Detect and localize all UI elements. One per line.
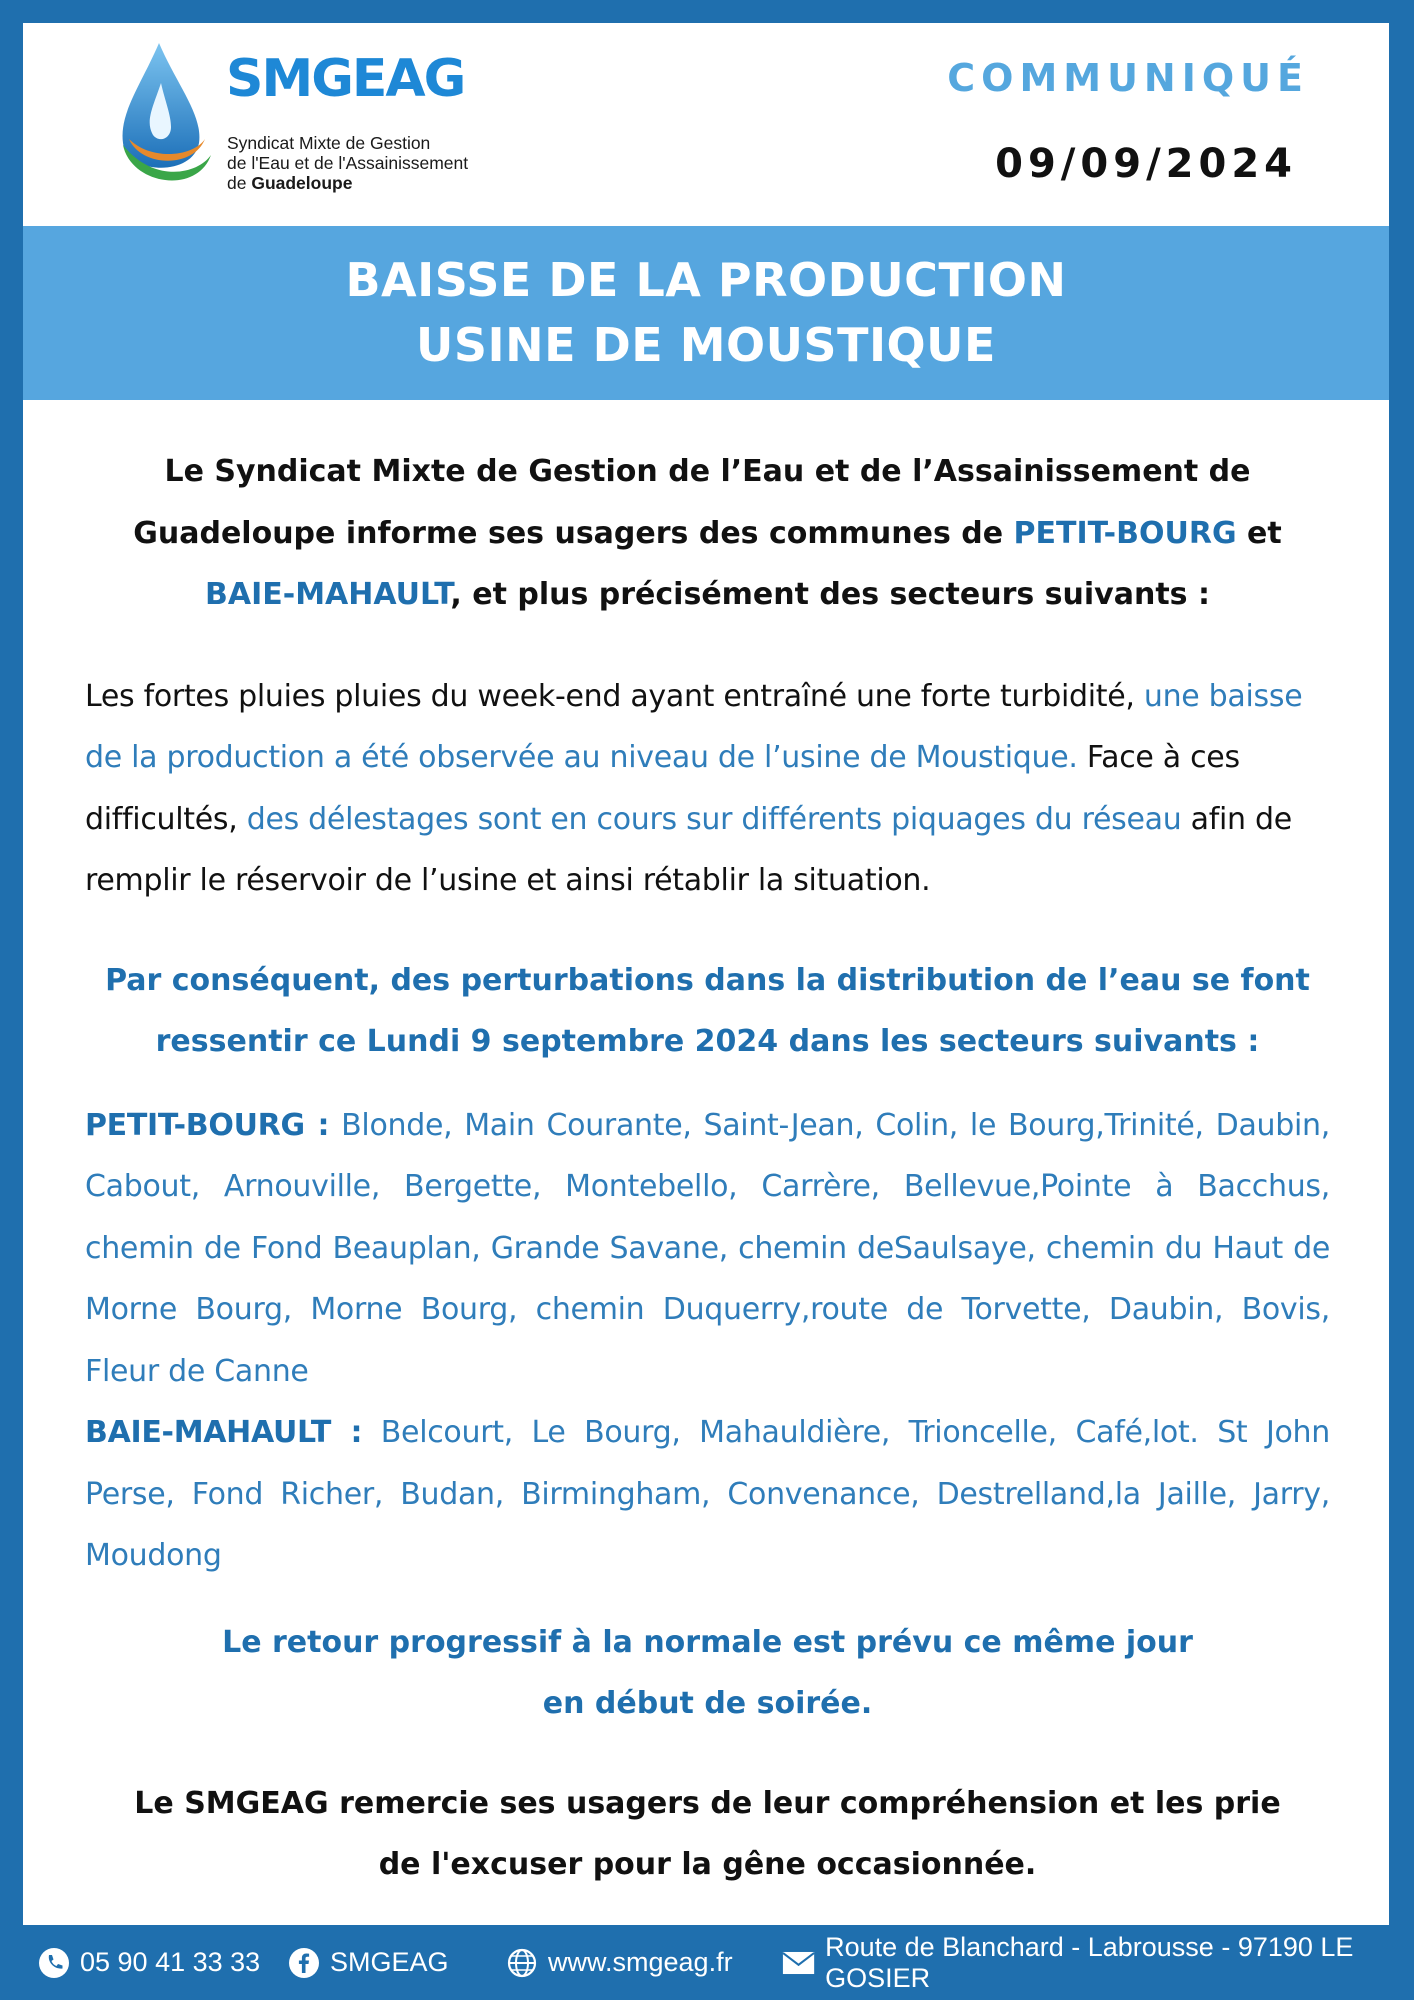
sector-localities: Blonde, Main Courante, Saint-Jean, Colin, le Bourg,Trinité, Daubin, Cabout, Arnouville, Bergette, Montebello, Carrère, Bellevue,Pointe à Bacchus, chemin de Fond Beauplan, Grande Savane, chemin deSaulsaye, chemin du Haut de Morne Bourg, Morne Bourg, chemin Duquerry,route de Torvette, Daubin, Bovis, Fleur de Canne — [85, 1107, 1330, 1389]
paragraph-text: Face à ces difficultés, — [85, 740, 1240, 837]
logo-subtitle-bold: Guadeloupe — [251, 173, 353, 193]
consequence-heading — [85, 950, 1330, 1073]
footer-address — [782, 1925, 1414, 2000]
consequence-line: Par conséquent, des perturbations dans la distribution de l’eau se font — [105, 962, 1310, 998]
title-banner — [23, 226, 1389, 400]
sector-list — [85, 1095, 1330, 1587]
sector-entry — [85, 1402, 1330, 1587]
postal-address: Route de Blanchard - Labrousse - 97190 LE GOSIER — [825, 1931, 1354, 1993]
water-drop-logo-icon — [101, 35, 221, 195]
contact-footer — [0, 1925, 1414, 2000]
sector-area-name: PETIT-BOURG : — [85, 1107, 330, 1143]
return-line: en début de soirée. — [542, 1686, 873, 1721]
logo-subtitle-line: de l'Eau et de l'Assainissement — [227, 153, 469, 173]
logo-subtitle-prefix: de — [227, 173, 252, 193]
publication-date: 09/09/2024 — [995, 141, 1297, 187]
logo-name: SMGEAG — [226, 49, 465, 109]
smgeag-logo — [101, 35, 521, 195]
logo-subtitle — [227, 133, 468, 193]
banner-title-line: USINE DE MOUSTIQUE — [416, 318, 996, 372]
thanks-line: Le SMGEAG remercie ses usagers de leur compréhension et les prie — [134, 1785, 1281, 1821]
return-line: Le retour progressif à la normale est prévu ce même jour — [222, 1624, 1193, 1660]
sector-localities: Belcourt, Le Bourg, Mahauldière, Trioncelle, Café,lot. St John Perse, Fond Richer, Budan, Birmingham, Convenance, Destrelland,la Jaille, Jarry, Moudong — [85, 1415, 1330, 1573]
sector-area-name: BAIE-MAHAULT : — [85, 1415, 363, 1450]
logo-subtitle-line — [227, 173, 468, 193]
thanks-paragraph — [85, 1773, 1330, 1896]
phone-icon — [38, 1947, 70, 1979]
sector-entry — [85, 1095, 1330, 1403]
facebook-icon — [288, 1947, 320, 1979]
globe-icon — [506, 1947, 538, 1979]
intro-text: , et plus précisément des secteurs suivants : — [450, 577, 1210, 612]
document-card — [23, 23, 1389, 1925]
communique-label: COMMUNIQUÉ — [947, 56, 1309, 100]
return-to-normal-notice — [85, 1612, 1330, 1735]
paragraph-highlight: une baisse de la production a été observée au niveau de l’usine de Moustique. — [85, 678, 1303, 775]
intro-paragraph — [85, 441, 1330, 626]
commune-highlight: PETIT-BOURG — [1013, 515, 1237, 551]
footer-phone[interactable] — [38, 1925, 260, 2000]
logo-subtitle-line: Syndicat Mixte de Gestion — [227, 133, 431, 153]
paragraph-text: Les fortes pluies pluies du week-end ayant entraîné une forte turbidité, — [85, 678, 1144, 714]
phone-number: 05 90 41 33 33 — [80, 1947, 261, 1977]
paragraph-highlight: des délestages sont en cours sur différents piquages du réseau — [246, 801, 1182, 837]
thanks-line: de l'excuser pour la gêne occasionnée. — [378, 1847, 1037, 1882]
consequence-line: ressentir ce Lundi 9 septembre 2024 dans les secteurs suivants : — [155, 1024, 1260, 1059]
footer-facebook[interactable] — [288, 1925, 449, 2000]
website-url: www.smgeag.fr — [548, 1947, 733, 1977]
banner-title-line: BAISSE DE LA PRODUCTION — [345, 253, 1067, 307]
situation-paragraph — [85, 666, 1330, 912]
envelope-icon — [782, 1949, 815, 1977]
footer-website[interactable] — [506, 1925, 733, 2000]
communique-body — [85, 441, 1330, 1896]
paragraph-text: afin de remplir le réservoir de l’usine et ainsi rétablir la situation. — [85, 801, 1292, 898]
intro-text: Le Syndicat Mixte de Gestion de l’Eau et de l’Assainissement de Guadeloupe informe ses usagers des communes de — [133, 454, 1251, 551]
commune-highlight: BAIE-MAHAULT — [205, 577, 451, 612]
facebook-handle: SMGEAG — [330, 1947, 449, 1977]
intro-text: et — [1236, 515, 1282, 551]
